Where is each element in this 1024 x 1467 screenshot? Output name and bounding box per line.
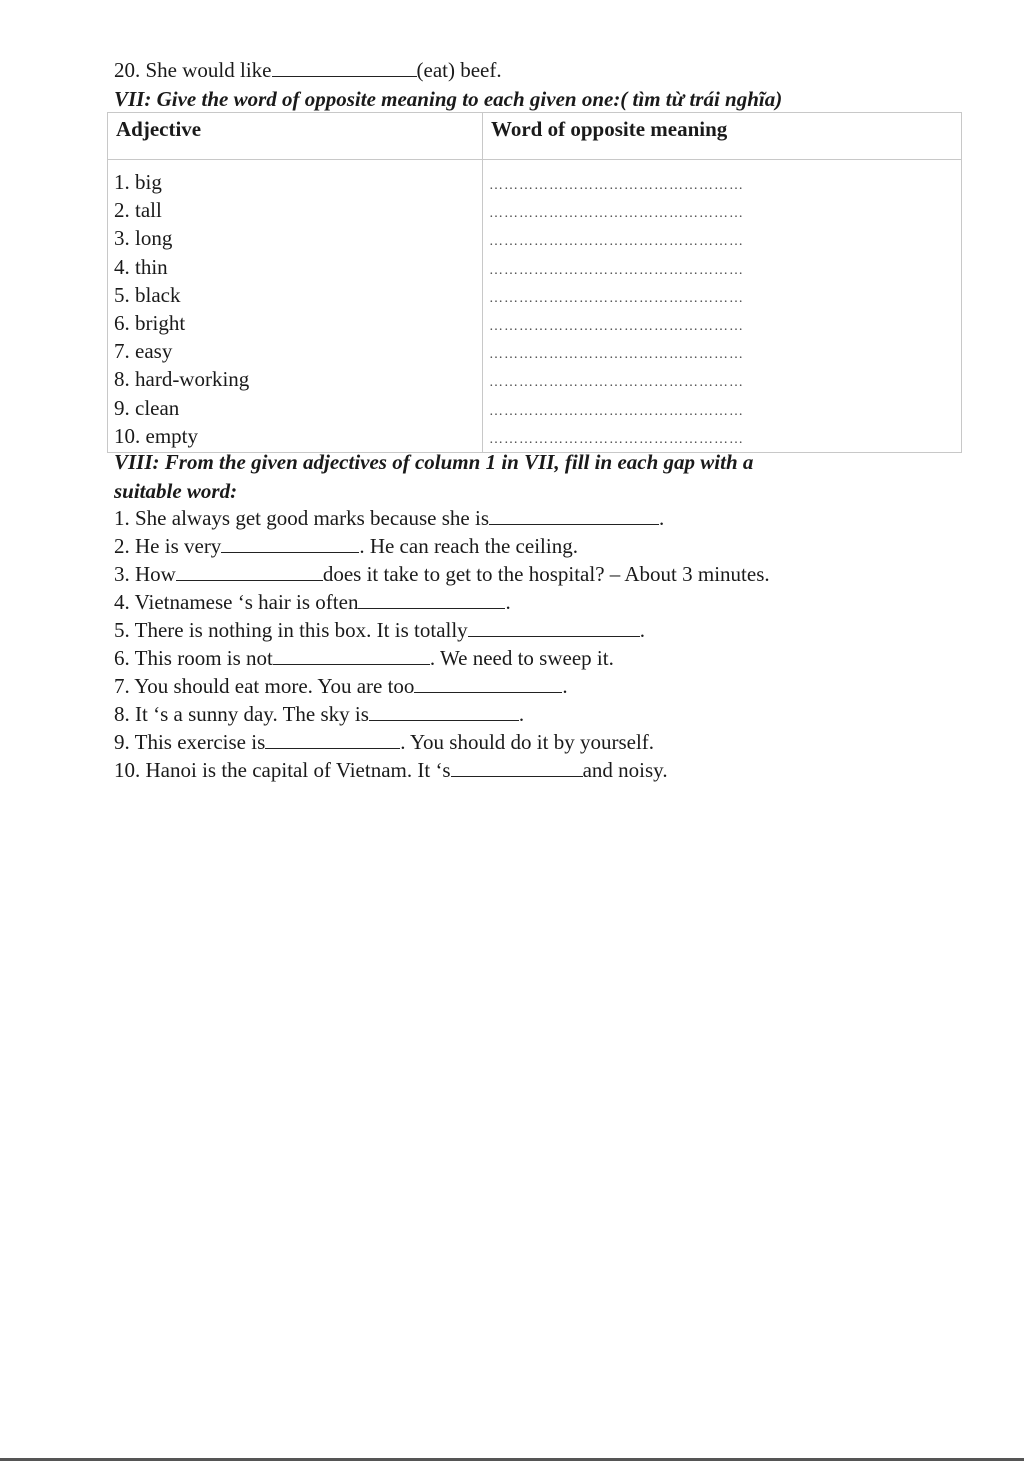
answer-dots[interactable]: ……………………………………………: [489, 431, 744, 447]
answer-dots[interactable]: ……………………………………………: [489, 290, 744, 306]
question-20: [114, 57, 502, 83]
sentence-8: [114, 701, 524, 727]
page-bottom-edge: [0, 1458, 1024, 1461]
list-item: 8. hard-working: [114, 367, 250, 392]
answer-blank[interactable]: [221, 534, 359, 553]
sentence-suffix: . We need to sweep it.: [429, 646, 614, 670]
section-8-heading-cont: suitable word:: [114, 479, 238, 503]
sentence-text: 4. Vietnamese ‘s hair is often: [114, 590, 359, 614]
sentence-text: 2. He is very: [114, 534, 222, 558]
answer-dots[interactable]: ……………………………………………: [489, 375, 744, 391]
list-item: 10. empty: [114, 423, 198, 448]
sentence-7: [114, 673, 568, 699]
sentence-text: 8. It ‘s a sunny day. The sky is: [114, 702, 369, 726]
table-header-row: [108, 113, 962, 160]
sentence-text: 3. How: [114, 562, 176, 586]
sentence-9: [114, 729, 654, 755]
answer-blank[interactable]: [358, 590, 505, 609]
sentence-6: [114, 645, 614, 671]
adjective-list: [108, 160, 483, 453]
opposite-answer-list: [483, 160, 962, 453]
column-header-adjective: Adjective: [108, 113, 483, 160]
answer-dots[interactable]: ……………………………………………: [489, 234, 744, 250]
sentence-suffix: does it take to get to the hospital? – About 3 minutes.: [322, 562, 770, 586]
answer-blank[interactable]: [489, 506, 659, 525]
sentence-suffix: .: [639, 618, 645, 642]
answer-dots[interactable]: ……………………………………………: [489, 403, 744, 419]
list-item: 6. bright: [114, 310, 186, 335]
list-item: 9. clean: [114, 395, 180, 420]
section-7-heading: VII: Give the word of opposite meaning to each given one:( tìm từ trái nghĩa): [114, 87, 783, 111]
sentence-5: [114, 617, 645, 643]
sentence-2: [114, 533, 578, 559]
sentence-text: 7. You should eat more. You are too: [114, 674, 415, 698]
sentence-text: 10. Hanoi is the capital of Vietnam. It ‘s: [114, 758, 451, 782]
answer-dots[interactable]: ……………………………………………: [489, 206, 744, 222]
answer-blank[interactable]: [272, 58, 417, 77]
list-item: 5. black: [114, 282, 181, 307]
table-body-row: [108, 160, 962, 453]
answer-blank[interactable]: [369, 702, 519, 721]
opposite-words-table: [107, 112, 962, 453]
sentence-4: [114, 589, 511, 615]
answer-blank[interactable]: [468, 618, 640, 637]
sentence-suffix: . He can reach the ceiling.: [359, 534, 578, 558]
sentence-text: 1. She always get good marks because she is: [114, 506, 489, 530]
sentence-suffix: .: [505, 590, 511, 614]
answer-blank[interactable]: [265, 730, 400, 749]
column-header-opposite: Word of opposite meaning: [483, 113, 962, 160]
sentence-suffix: .: [659, 506, 665, 530]
answer-blank[interactable]: [176, 562, 323, 581]
answer-dots[interactable]: ……………………………………………: [489, 178, 744, 193]
answer-dots[interactable]: ……………………………………………: [489, 318, 744, 334]
answer-blank[interactable]: [414, 674, 562, 693]
answer-blank[interactable]: [451, 758, 583, 777]
answer-blank[interactable]: [273, 646, 430, 665]
list-item: 7. easy: [114, 339, 173, 364]
sentence-10: [114, 757, 668, 783]
sentence-text: 6. This room is not: [114, 646, 273, 670]
list-item: 2. tall: [114, 198, 162, 223]
question-20-text: 20. She would like: [114, 58, 272, 82]
list-item: 4. thin: [114, 254, 168, 279]
sentence-suffix: .: [518, 702, 525, 726]
section-8-heading: VIII: From the given adjectives of column 1 in VII, fill in each gap with a: [114, 450, 754, 474]
answer-dots[interactable]: ……………………………………………: [489, 347, 744, 363]
sentence-3: [114, 561, 770, 587]
sentence-1: [114, 505, 664, 531]
sentence-text: 5. There is nothing in this box. It is totally: [114, 618, 468, 642]
sentence-text: 9. This exercise is: [114, 730, 266, 754]
list-item: 1. big: [114, 170, 162, 194]
sentence-suffix: and noisy.: [582, 758, 668, 782]
question-20-suffix: (eat) beef.: [416, 58, 502, 82]
answer-dots[interactable]: ……………………………………………: [489, 262, 744, 278]
sentence-suffix: . You should do it by yourself.: [400, 730, 655, 754]
list-item: 3. long: [114, 226, 173, 251]
sentence-suffix: .: [562, 674, 568, 698]
